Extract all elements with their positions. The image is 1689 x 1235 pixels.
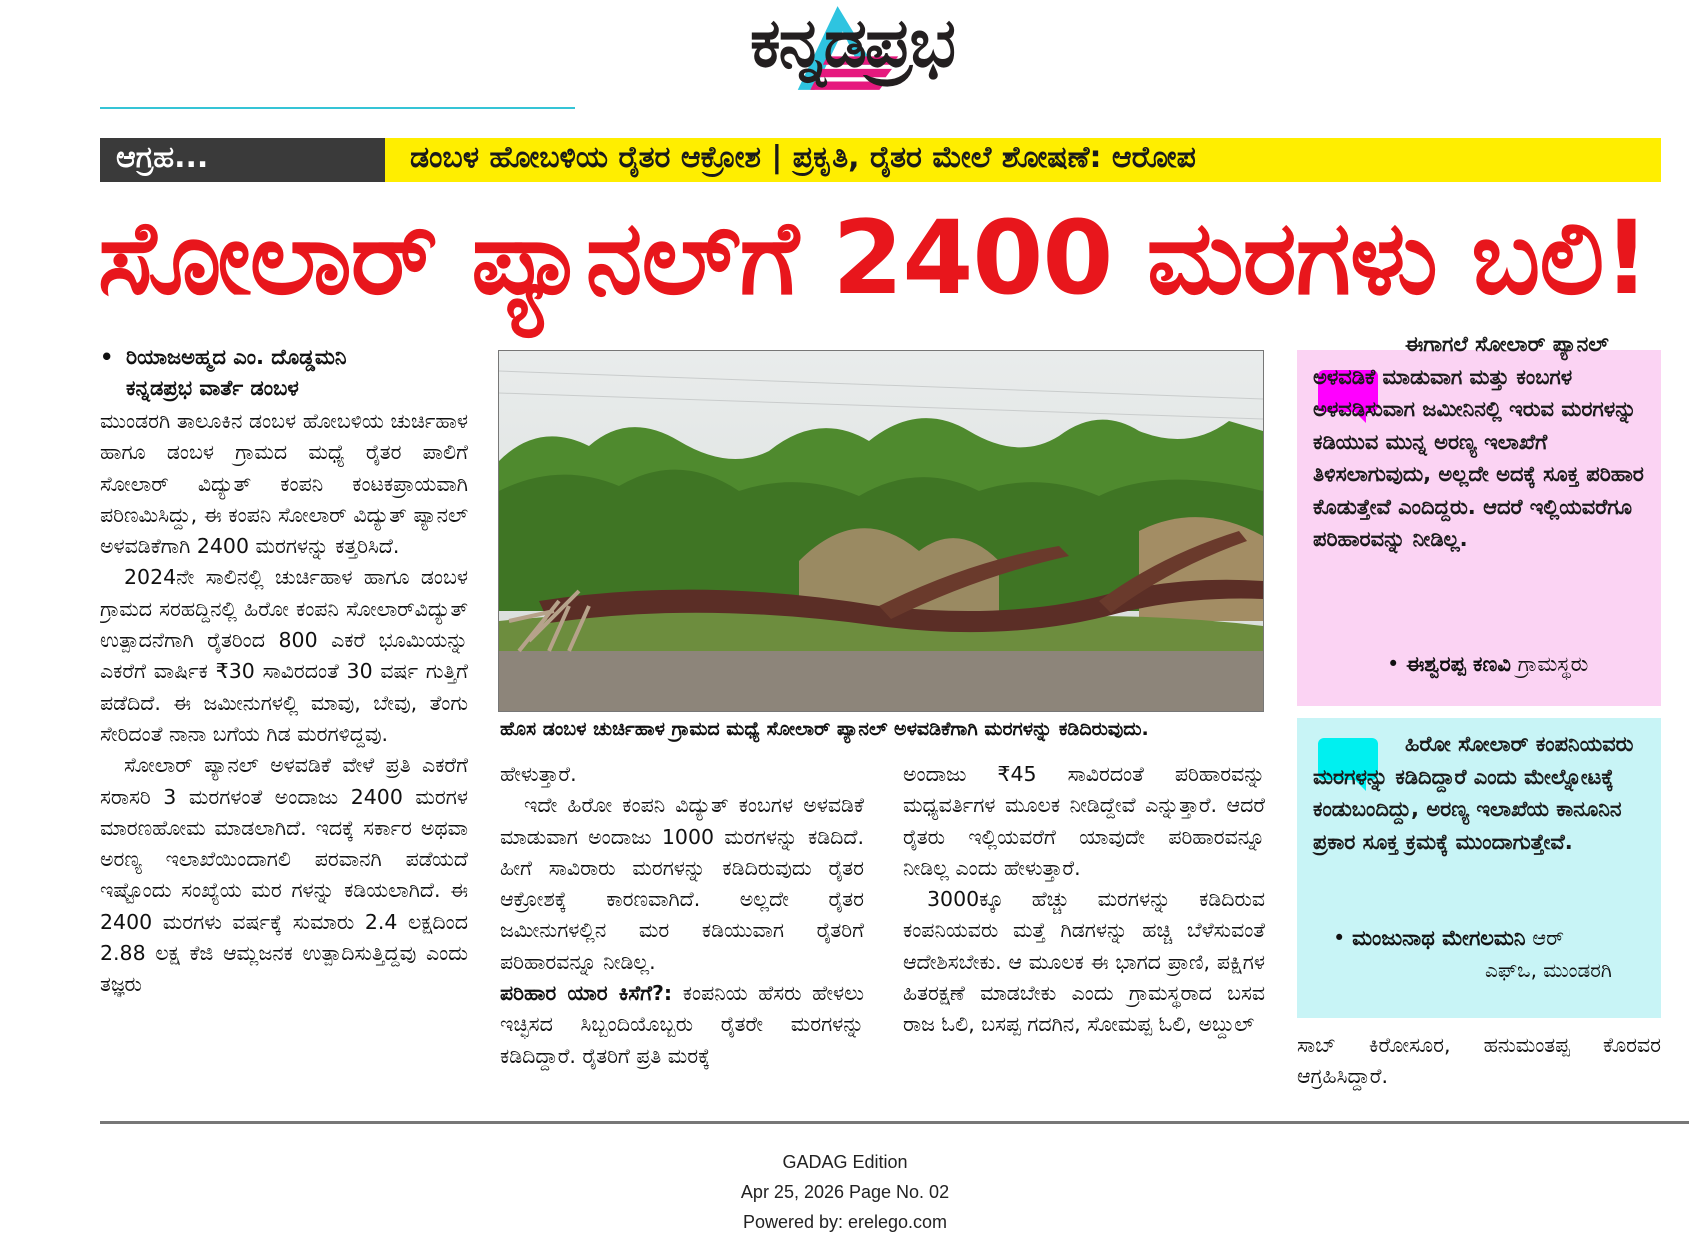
quote-role-continued: ಎಫ್‌ಒ, ಮುಂಡರಗಿ [1485, 958, 1612, 982]
article-column-3 [903, 759, 1265, 1099]
headline: ಸೋಲಾರ್ ಪ್ಯಾನಲ್‌ಗೆ 2400 ಮರಗಳು ಬಲಿ! [98, 199, 1649, 318]
quote-text [1313, 728, 1653, 858]
quote-text-content: ಈಗಾಗಲೆ ಸೋಲಾರ್ ಪ್ಯಾನಲ್ ಅಳವಡಿಕೆ ಮಾಡುವಾಗ ಮತ್ತು ಕಂಬಗಳ ಅಳವಡಿಸುವಾಗ ಜಮೀನಿನಲ್ಲಿ ಇರುವ ಮರಗಳನ್ನು ಕಡಿಯುವ ಮುನ್ನ ಅರಣ್ಯ ಇಲಾಖೆಗೆ ತಿಳಿಸಲಾಗುವುದು, ಅಲ್ಲದೇ ಅದಕ್ಕೆ ಸೂಕ್ತ ಪರಿಹಾರ ಕೊಡುತ್ತೇವೆ ಎಂದಿದ್ದರು. ಆದರೆ ಇಲ್ಲಿಯವರೆಗೂ ಪರಿಹಾರವನ್ನು ನೀಡಿಲ್ಲ. [1313, 332, 1644, 551]
kicker-text: ಡಂಬಳ ಹೋಬಳಿಯ ರೈತರ ಆಕ್ರೋಶ | ಪ್ರಕೃತಿ, ರೈತರ ಮೇಲೆ ಶೋಷಣೆ: ಆರೋಪ [410, 140, 1196, 175]
footer-rule [100, 1121, 1689, 1124]
quote-name: ಈಶ್ವರಪ್ಪ ಕಣವಿ [1406, 652, 1511, 676]
article-paragraph: ಇದೇ ಹಿರೋ ಕಂಪನಿ ವಿದ್ಯುತ್ ಕಂಬಗಳ ಅಳವಡಿಕೆ ಮಾಡುವಾಗ ಅಂದಾಜು 1000 ಮರಗಳನ್ನು ಕಡಿದಿದೆ. ಹೀಗೆ ಸಾವಿರಾರು ಮರಗಳನ್ನು ಕಡಿದಿರುವುದು ರೈತರ ಆಕ್ರೋಶಕ್ಕೆ ಕಾರಣವಾಗಿದೆ. ಅಲ್ಲದೇ ರೈತರ ಜಮೀನುಗಳಲ್ಲಿನ ಮರ ಕಡಿಯುವಾಗ ರೈತರಿಗೆ ಪರಿಹಾರವನ್ನೂ ನೀಡಿಲ್ಲ. [500, 793, 864, 974]
felled-trees-photo [498, 350, 1264, 712]
article-paragraph: ಕಂಪನಿಯ ಹೆಸರು ಹೇಳಲು ಇಚ್ಛಿಸದ ಸಿಬ್ಬಂದಿಯೊಬ್ಬರು ರೈತರೇ ಮರಗಳನ್ನು ಕಡಿದಿದ್ದಾರೆ. ರೈತರಿಗೆ ಪ್ರತಿ ಮರಕ್ಕೆ [500, 981, 864, 1068]
article-subhead: ಪರಿಹಾರ ಯಾರ ಕಿಸೆಗೆ?: [500, 981, 673, 1006]
masthead-rule [100, 107, 575, 109]
quote-role: ಆರ್ [1525, 926, 1565, 950]
byline-author: ರಿಯಾಜಅಹ್ಮದ ಎಂ. ದೊಡ್ಡಮನಿ [126, 345, 347, 369]
article-paragraph: ಅಂದಾಜು ₹45 ಸಾವಿರದಂತೆ ಪರಿಹಾರವನ್ನು ಮಧ್ಯವರ್ತಿಗಳ ಮೂಲಕ ನೀಡಿದ್ದೇವೆ ಎನ್ನುತ್ತಾರೆ. ಆದರೆ ರೈತರು ಇಲ್ಲಿಯವರೆಗೆ ಯಾವುದೇ ಪರಿಹಾರವನ್ನೂ ನೀಡಿಲ್ಲ ಎಂದು ಹೇಳುತ್ತಾರೆ. [903, 762, 1265, 880]
article-column-4: ಸಾಬ್ ಕಿರೋಸೂರ, ಹನುಮಂತಪ್ಪ ಕೊರವರ ಆಗ್ರಹಿಸಿದ್ದಾರೆ. [1297, 1033, 1661, 1089]
article-column-2 [500, 759, 864, 1099]
quote-text [1313, 332, 1651, 556]
quote-attribution: • ಈಶ್ವರಪ್ಪ ಕಣವಿ ಗ್ರಾಮಸ್ಥರು [1387, 652, 1589, 676]
quote-attribution: • ಮಂಜುನಾಥ ಮೇಗಲಮನಿ ಆರ್ [1333, 926, 1565, 950]
byline-desk: ಕನ್ನಡಪ್ರಭ ವಾರ್ತೆ ಡಂಬಳ [126, 376, 299, 400]
quote-role: ಗ್ರಾಮಸ್ಥರು [1510, 652, 1589, 676]
quote-text-content: ಹಿರೋ ಸೋಲಾರ್ ಕಂಪನಿಯವರು ಮರಗಳನ್ನು ಕಡಿದಿದ್ದಾರೆ ಎಂದು ಮೇಲ್ನೋಟಕ್ಕೆ ಕಂಡುಬಂದಿದ್ದು, ಅರಣ್ಯ ಇಲಾಖೆಯ ಕಾನೂನಿನ ಪ್ರಕಾರ ಸೂಕ್ತ ಕ್ರಮಕ್ಕೆ ಮುಂದಾಗುತ್ತೇವೆ. [1313, 732, 1634, 854]
byline-bullet: • [100, 345, 114, 369]
article-paragraph: 2024ನೇ ಸಾಲಿನಲ್ಲಿ ಚುರ್ಚಿಹಾಳ ಹಾಗೂ ಡಂಬಳ ಗ್ರಾಮದ ಸರಹದ್ದಿನಲ್ಲಿ ಹಿರೋ ಕಂಪನಿ ಸೋಲಾರ್‌ವಿದ್ಯುತ್ ಉತ್ಪಾದನೆಗಾಗಿ ರೈತರಿಂದ 800 ಎಕರೆ ಭೂಮಿಯನ್ನು ಎಕರೆಗೆ ವಾರ್ಷಿಕ ₹30 ಸಾವಿರದಂತೆ 30 ವರ್ಷ ಗುತ್ತಿಗೆ ಪಡೆದಿದೆ. ಈ ಜಮೀನುಗಳಲ್ಲಿ ಮಾವು, ಬೇವು, ತೆಂಗು ಸೇರಿದಂತೆ ನಾನಾ ಬಗೆಯ ಗಿಡ ಮರಗಳಿದ್ದವು. [100, 565, 468, 746]
quote-name: ಮಂಜುನಾಥ ಮೇಗಲಮನಿ [1352, 926, 1526, 950]
masthead-logo-text: ಕನ್ನಡಪ್ರಭ [750, 4, 954, 83]
powered-by-link[interactable]: Powered by: erelego.com [742, 1212, 948, 1232]
article-paragraph: ಮುಂಡರಗಿ ತಾಲೂಕಿನ ಡಂಬಳ ಹೋಬಳಿಯ ಚುರ್ಚಿಹಾಳ ಹಾಗೂ ಡಂಬಳ ಗ್ರಾಮದ ಮಧ್ಯೆ ರೈತರ ಪಾಲಿಗೆ ಸೋಲಾರ್ ವಿದ್ಯುತ್ ಕಂಪನಿ ಕಂಟಕಪ್ರಾಯವಾಗಿ ಪರಿಣಮಿಸಿದ್ದು, ಈ ಕಂಪನಿ ಸೋಲಾರ್ ವಿದ್ಯುತ್ ಪ್ಯಾನಲ್ ಅಳವಡಿಕೆಗಾಗಿ 2400 ಮರಗಳನ್ನು ಕತ್ತರಿಸಿದೆ. [100, 409, 468, 559]
article-paragraph: ಹೇಳುತ್ತಾರೆ. [500, 762, 577, 786]
article-column-1 [100, 406, 468, 1086]
article-paragraph: 3000ಕ್ಕೂ ಹೆಚ್ಚು ಮರಗಳನ್ನು ಕಡಿದಿರುವ ಕಂಪನಿಯವರು ಮತ್ತೆ ಗಿಡಗಳನ್ನು ಹಚ್ಚಿ ಬೆಳೆಸುವಂತೆ ಆದೇಶಿಸಬೇಕು. ಆ ಮೂಲಕ ಈ ಭಾಗದ ಪ್ರಾಣಿ, ಪಕ್ಷಿಗಳ ಹಿತರಕ್ಷಣೆ ಮಾಡಬೇಕು ಎಂದು ಗ್ರಾಮಸ್ಥರಾದ ಬಸವ ರಾಜ ಓಲಿ, ಬಸಪ್ಪ ಗದಗಿನ, ಸೋಮಪ್ಪ ಓಲಿ, ಅಬ್ದುಲ್ [903, 887, 1265, 1037]
byline [100, 342, 480, 404]
photo-caption: ಹೊಸ ಡಂಬಳ ಚುರ್ಚಿಹಾಳ ಗ್ರಾಮದ ಮಧ್ಯೆ ಸೋಲಾರ್ ಪ್ಯಾನಲ್ ಅಳವಡಿಕೆಗಾಗಿ ಮರಗಳನ್ನು ಕಡಿದಿರುವುದು. [500, 718, 1149, 740]
kicker-label: ಆಗ್ರಹ... [116, 140, 209, 175]
date-page-label: Apr 25, 2026 Page No. 02 [740, 1182, 950, 1202]
edition-label: GADAG Edition [782, 1152, 908, 1172]
article-paragraph: ಸೋಲಾರ್ ಪ್ಯಾನಲ್ ಅಳವಡಿಕೆ ವೇಳೆ ಪ್ರತಿ ಎಕರೆಗೆ ಸರಾಸರಿ 3 ಮರಗಳಂತೆ ಅಂದಾಜು 2400 ಮರಗಳ ಮಾರಣಹೋಮ ಮಾಡಲಾಗಿದೆ. ಇದಕ್ಕೆ ಸರ್ಕಾರ ಅಥವಾ ಅರಣ್ಯ ಇಲಾಖೆಯಿಂದಾಗಲಿ ಪರವಾನಗಿ ಪಡೆಯದೆ ಇಷ್ಟೊಂದು ಸಂಖ್ಯೆಯ ಮರ ಗಳನ್ನು ಕಡಿಯಲಾಗಿದೆ. ಈ 2400 ಮರಗಳು ವರ್ಷಕ್ಕೆ ಸುಮಾರು 2.4 ಲಕ್ಷದಿಂದ 2.88 ಲಕ್ಷ ಕೆಜಿ ಆಮ್ಲಜನಕ ಉತ್ಪಾದಿಸುತ್ತಿದ್ದವು ಎಂದು ತಜ್ಞರು [100, 753, 468, 997]
